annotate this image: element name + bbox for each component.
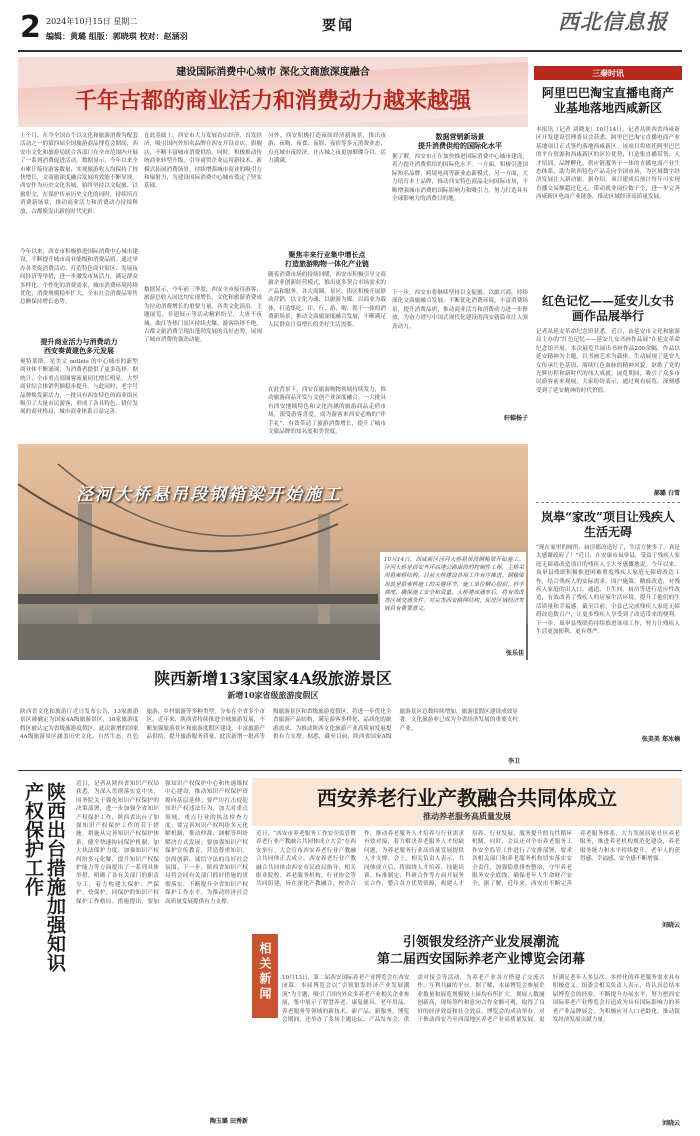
section-divider <box>18 770 682 771</box>
sidebar-story-1-title: 阿里巴巴淘宝直播电商产业基地落地西咸新区 <box>541 86 674 115</box>
tourism-headline: 陕西新增13家国家4A级旅游景区 <box>154 669 392 688</box>
tourism-author: 李卫 <box>507 758 520 765</box>
lead-column-2 <box>144 132 262 440</box>
lead-subheading-1: 提升商业活力与消费动力 西安奏黄建色多元发展 <box>40 337 118 355</box>
lead-paragraph-10: 下一步，西安市将继续坚持以文促旅、以旅兴商，持续深化文商旅融合发展，不断优化消费环境，丰富消费场景，提升消费品质，推动商业活力和消费动力进一步释放，为奋力谱写中国式现代化建设的西安新篇章注入强劲动力。 <box>392 290 528 330</box>
lead-paragraph-7: 在此背景下，西安在旅游购物领域持续发力，推动旅游商品开发与文创产业深度融合，一大批具有西安地域特色和文化内涵的旅游商品走俏市场，深受游客喜爱，成为游客来西安必购的“伴手礼”，有效带动了旅游消费增长，提升了城市文旅品牌的知名度和美誉度。 <box>268 387 386 436</box>
lead-paragraph-9: 据了解，西安市正在加快推进国际消费中心城市建设，着力提升消费供给的国际化水平。一方面，积极引进国际知名品牌、跨境电商等新业态新模式；另一方面，大力培育本土品牌，推动西安特色商品走向国际市场，不断增强城市消费的国际影响力和吸引力，努力打造具有全球影响力的消费目的地。 <box>392 154 528 203</box>
bridge-photo <box>18 444 528 660</box>
lead-paragraph-1: 上个月，在今全国首个以文化和旅游消费为配套活动之一的第四届全国旅游商品博览会期间，西安市文化和旅游局联合各部门在全市范围内开展了一系列消费促进活动。数据显示，今年以来全市累计接待游客数量、实现旅游收入均保持了较快增长，文商旅深度融合发展的效能不断显现。西安作为历史文化名城，始终坚持以文促旅、以旅彰文，在保护传承历史文化的同时，持续培育消费新场景，推动商业活力和消费动力持续释放，古都焕发出新的时代光彩。 <box>20 133 138 215</box>
lead-subheading-3: 数据营销新场景 提升消费供给的国际化水平 <box>418 132 502 150</box>
expo-headline: 引领银发经济产业发展潮流 第二届西安国际养老产业博览会闭幕 <box>376 935 585 967</box>
photo-caption-title: 泾河大桥悬吊段钢箱梁开始施工 <box>76 485 342 505</box>
ip-text: 近日，记者从陕西省知识产权局获悉，为深入贯彻落实党中央、国务院关于强化知识产权保护的决策部署，进一步加强全省知识产权保护工作，陕西省出台了加强知识产权保护工作的若干措施。措施从完善知识产权保护体系、健全快速协同保护机制、加大执法保护力度、加强知识产权纠纷多元化解、提升知识产权保护能力等方面提出了一系列具体举措，明确了各有关部门的职责分工，着力构建大保护、严保护、快保护、同保护的知识产权保护工作格局。措施提出，要加强知识产权保护中心和快速维权中心建设，推动知识产权保护资源向基层延伸；要严厉打击侵犯知识产权违法行为，加大对重点领域、重点行业的执法检查力度；要完善知识产权纠纷多元化解机制，推动仲裁、调解等纠纷解决方式发展；要加强知识产权保护宣传教育，营造尊重知识、崇尚创新、诚信守法的良好社会氛围。下一步，陕西省知识产权局将会同有关部门抓好措施的贯彻落实，不断提升全省知识产权保护工作水平，为推动经济社会高质量发展提供有力支撑。 <box>76 781 248 905</box>
eldercare-text: 近日，“西安市养老服务工作安全监管暨养老行业产教融合共同体成立大会”在西安举行。大会宣布西安养老行业产教融合共同体正式成立。西安养老行业产教融合共同体由西安市民政局指导，相关职业院校、养老服务机构、行业协会等共同组建，旨在深化产教融合、校企合作，推动养老服务人才培养与行业需求有效对接，着力解决养老服务人才短缺问题，为养老服务行业高质量发展提供人才支撑。会上，相关负责人表示，共同体成立后，将围绕人才培养、技能培训、标准制定、科研合作等方面开展务实合作，整合各方优势资源，构建人才培养、行业发展、服务提升的良性循环机制。同时，会议还对全市养老服务工作安全监管工作进行了安排部署，要求各相关部门和养老服务机构切实落实安全责任，加强隐患排查整治，守牢养老服务安全底线，确保老年人生命财产安全。据了解，近年来，西安市不断完善养老服务体系，大力发展居家社区养老服务，推进养老机构规范化建设，养老服务能力和水平持续提升，老年人的获得感、幸福感、安全感不断增强。 <box>256 831 680 888</box>
sidebar-story-2-title: 红色记忆——延安儿女书画作品展举行 <box>541 294 674 323</box>
eldercare-subhead: 推动养老服务高质量发展 <box>423 811 511 821</box>
page-number: 2 <box>20 10 41 45</box>
photo-credit: 张乐佳 <box>505 650 524 657</box>
photo-caption-text: 10月14日，西咸新区泾河大桥悬吊段钢箱梁开始施工。泾河大桥是西安外环高速公路南段的控制性工程，主桥采用悬索桥结构。目前大桥建设各项工作有序推进。钢箱梁吊装是悬索桥施工的关键环节，施工单位精心组织、科学调度，确保施工安全和质量。大桥建成通车后，将有效改善区域交通条件，对完善西安路网结构、促进区域经济发展具有重要意义。 <box>384 557 524 613</box>
section-title: 要闻 <box>322 18 354 34</box>
lead-column-1 <box>20 132 138 440</box>
lead-banner <box>18 57 528 127</box>
page-header <box>0 0 700 58</box>
expo-text: 10月13日，第二届西安国际养老产业博览会在西安闭幕。本届博览会以“引领银发经济产业发展潮流”为主题，吸引了国内外众多养老产业相关企业参展，集中展示了智慧养老、康复辅具、老年用品、养老服务等领域的新技术、新产品、新服务。博览会期间，还举办了多场主题论坛、产品发布会、供需对接会等活动，为养老产业各方搭建了交流合作、互利共赢的平台。据了解，本届博览会参展企业数量和展览规模较上届均有所扩大，观展人数屡创新高，现场签约和意向合作金额可观，取得了良好的经济效益和社会效益。博览会的成功举办，对于推动西安乃至西部地区养老产业高质量发展，更好满足老年人多层次、多样化的养老服务需求具有积极意义。组委会相关负责人表示，将认真总结本届博览会的经验，不断提升办展水平，努力把西安国际养老产业博览会打造成为具有国际影响力的养老产业品牌展会，为积极应对人口老龄化、推动银发经济发展贡献力量。 <box>282 975 680 1024</box>
eldercare-author: 刘晓云 <box>661 922 680 929</box>
eldercare-headline: 西安养老行业产教融合共同体成立 <box>317 786 617 810</box>
sidebar-story-3-author: 张美美 郑冰楠 <box>641 736 680 743</box>
lead-paragraph-5: 数据显示，今年前三季度，西安全市接待游客、旅游总收入同比均实现增长，文化和旅游消费成为拉动消费增长的重要力量。各类文化演出、主题展览、非遗展示等活动精彩纷呈，大唐不夜城、曲江等热门景区持续火爆，游客络绎不绝，古都文旅消费呈现出蓬勃发展的良好态势，展现了城市消费的强劲动能。 <box>144 287 262 344</box>
eldercare-banner <box>252 778 682 826</box>
editors-line: 编辑：黄璐 组版：郭晓琪 校对：赵涵羽 <box>46 31 188 41</box>
header-rule <box>18 50 682 52</box>
related-news-text: 相关新闻 <box>258 942 272 1002</box>
lead-paragraph-4: 在此基础上，西安市大力发展首店经济、首发经济，吸引国内外知名品牌在西安开设首店、旗舰店，不断丰富城市消费供给。同时，积极推动传统商业转型升级，引导商贸企业运用新技术、新模式拓展消费场景，持续增强城市商业的吸引力和辐射力，为建设国际消费中心城市奠定了坚实基础。 <box>144 133 262 190</box>
lead-paragraph-6: 随着消费市场的持续回暖，西安市积极引导文商旅企业创新经营模式，推出更多契合市场需求的产品和服务。各大商圈、景区、街区积极开展联动营销，以文化为魂、以旅游为媒、以商业为载体，打造集吃、住、行、游、购、娱于一体的消费新场景，推动文商旅深度融合发展，不断满足人民群众日益增长的美好生活需要。 <box>268 272 386 329</box>
ip-title-box <box>18 780 70 990</box>
sidebar-divider <box>536 502 680 503</box>
tourism-subhead: 新增10家省级旅游度假区 <box>227 690 319 700</box>
lead-paragraph-3: 奥特莱斯、星美文 outlets 的中心城市的新型商业体不断涌现，为消费者提供了更多选择。据统计，全市重点商圈客流量同比增长明显，大型商业综合体销售额稳步提升。与此同时，老字号品牌焕发新活力，一批具有西安特色的商业街区吸引了大量市民游客，形成了各具特色、错位发展的商业格局，城市商业体系日益完善。 <box>20 359 138 416</box>
date-line: 2024年10月15日 星期二 <box>46 17 138 26</box>
sidebar <box>534 66 682 766</box>
masthead-logo: 西北信息报 <box>558 9 668 34</box>
expo-author: 刘晓云 <box>661 1120 680 1127</box>
sidebar-story-2-text: 记者从延安革命纪念馆获悉，近日，由延安市文化和旅游局主办的“红色记忆——延安儿女书画作品展”在延安革命纪念馆开展。本次展览共展出书画作品200余幅，作品以延安精神为主题，以书画艺术为载体，生动展现了延安儿女传承红色基因、赓续红色血脉的精神风貌，讴歌了党的光辉历程和新时代的伟大成就。展览期间，吸引了众多市民游客前来观展，大家纷纷表示，通过观看展览，深刻感受到了延安精神的时代价值。 <box>536 329 680 394</box>
related-news-label <box>252 934 278 1018</box>
lead-subheading-2: 聚焦丰来行业集中增长点 打造旅游购物一体化产业链 <box>285 250 369 268</box>
ip-author: 陶玉璐 田秀新 <box>209 1118 248 1125</box>
lead-headline: 千年古都的商业活力和消费动力越来越强 <box>74 89 471 114</box>
lead-paragraph-8: 另外，西安积极打造夜间经济新场景，推出夜游、夜购、夜食、夜娱、夜宿等多元消费业态，点亮城市夜经济，让古城之夜更加璀璨夺目、活力满满。 <box>268 133 386 165</box>
sidebar-story-1-text: 本报讯（记者 刘晓龙）10月14日，记者从陕西省西咸新区开发建设管理委员会获悉，阿里巴巴淘宝直播电商产业基地项目正式签约落地西咸新区。该项目将依托阿里巴巴的平台资源和西咸新区的区位优势，打造集直播带货、人才培训、品牌孵化、供应链服务于一体的直播电商产业生态体系，助力陕西特色产品走向全国市场，为区域数字经济发展注入新动能。据介绍，项目建成后预计每年可实现直播交易额超过亿元，带动就业岗位数千个，进一步完善西咸新区电商产业链条，推动区域经济高质量发展。 <box>536 127 680 201</box>
sidebar-label: 三秦时讯 <box>534 66 682 80</box>
sidebar-story-3-title: 岚皋“家改”项目让残疾人生活无碍 <box>541 510 675 539</box>
lead-column-4 <box>392 132 528 440</box>
ip-vertical-title: 陕西出台措施加强知识产权保护工作 <box>22 782 66 972</box>
bridge-deck <box>18 594 378 604</box>
sidebar-story-2-author: 郝璐 白雪 <box>653 490 680 497</box>
tourism-text: 陕西省文化和旅游厅近日发布公告，13家旅游景区被确定为国家4A级旅游景区，10家旅游度假区被认定为省级旅游度假区。此次新增的国家4A级旅游景区涵盖历史文化、自然生态、红色旅游、乡村旅游等多种类型，分布在全省多个市区。近年来，陕西省持续推进全域旅游发展，不断加强旅游景区和旅游度假区建设，丰富旅游产品供给，提升旅游服务质量。此次新增一批高等级旅游景区和省级旅游度假区，将进一步优化全省旅游产品结构，满足游客多样化、品质化的旅游需求，为推动陕西文化旅游产业高质量发展提供有力支撑。据悉，截至目前，陕西省国家A级旅游景区总数持续增加，旅游度假区建设成效显著，文化旅游业已成为全省经济发展的重要支柱产业。 <box>20 709 518 741</box>
lead-author: 轩辕杨子 <box>503 415 528 422</box>
sidebar-story-3-text: “现在家里的厕所、厨房都改造好了，生活方便多了，真是太感谢政府了！”近日，在安康市岚皋县，受益于残疾人家庭无障碍改造项目的残疾人王大爷感慨地说。今年以来，岚皋县残联积极推进困难重度残疾人家庭无障碍改造工作，结合残疾人的实际需求，因户施策、精准改造，对残疾人家庭的出入口、通道、卫生间、厨房等进行适应性改造，有效改善了残疾人的居家生活环境，提升了他们的生活质量和幸福感。截至目前，全县已完成残疾人家庭无障碍改造数百户，让更多残疾人享受到了改造带来的便利。下一步，岚皋县残联将持续推进该项工作，努力让残疾人生活更加便利、更有尊严。 <box>536 545 680 636</box>
lead-column-3-top <box>268 132 386 244</box>
lead-paragraph-2: 今年以来，西安市积极推进国际消费中心城市建设，不断提升城市商业能级和消费品质。通过举办各类促消费活动、打造特色商业街区、发展夜间经济等举措，进一步激发市场活力，满足群众多样化、个性化的消费需求，城市消费环境持续优化，消费规模稳步扩大，全市社会消费品零售总额保持增长态势。 <box>20 249 138 306</box>
lead-kicker: 建设国际消费中心城市 深化文商旅深度融合 <box>176 67 370 78</box>
